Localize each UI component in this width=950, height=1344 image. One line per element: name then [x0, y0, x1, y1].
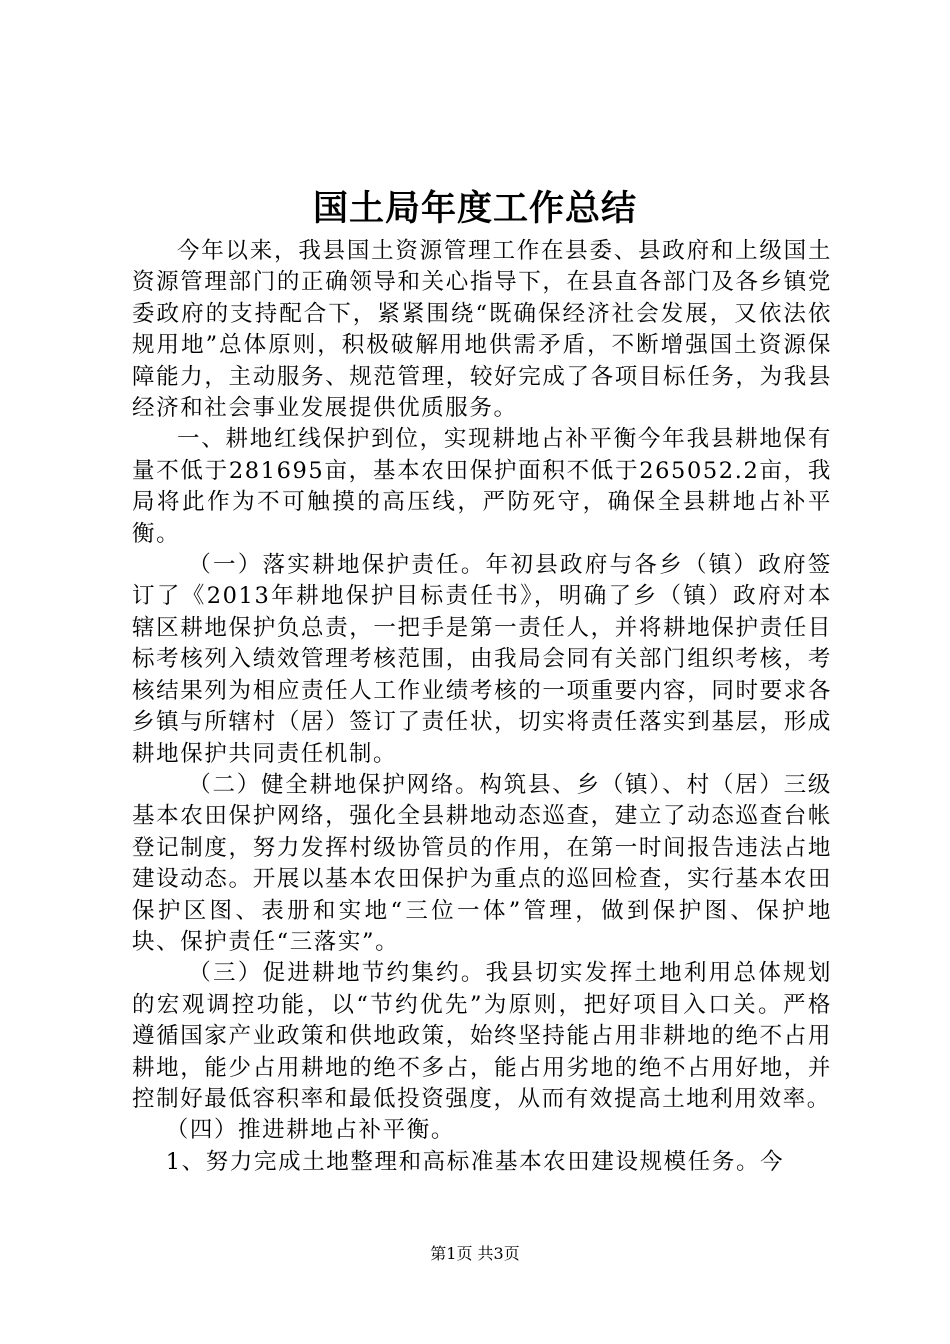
- paragraph-section-one: 一、耕地红线保护到位，实现耕地占补平衡今年我县耕地保有量不低于281695亩，基本农田保护面积不低于265052.2亩，我局将此作为不可触摸的高压线，严防死守，确保全县耕地占补平衡。: [132, 426, 832, 547]
- paragraph-intro: 今年以来，我县国土资源管理工作在县委、县政府和上级国土资源管理部门的正确领导和关心指导下，在县直各部门及各乡镇党委政府的支持配合下，紧紧围绕“既确保经济社会发展，又依法依规用地”总体原则，积极破解用地供需矛盾，不断增强国土资源保障能力，主动服务、规范管理，较好完成了各项目标任务，为我县经济和社会事业发展提供优质服务。: [132, 238, 832, 422]
- paragraph-subsection-two: （二）健全耕地保护网络。构筑县、乡（镇）、村（居）三级基本农田保护网络，强化全县耕地动态巡查，建立了动态巡查台帐登记制度，努力发挥村级协管员的作用，在第一时间报告违法占地建设动态。开展以基本农田保护为重点的巡回检查，实行基本农田保护区图、表册和实地“三位一体”管理，做到保护图、保护地块、保护责任“三落实”。: [132, 771, 832, 955]
- document-body: [132, 236, 832, 1178]
- page-number-footer: 第1页 共3页: [430, 1244, 520, 1263]
- paragraph-subsection-three: （三）促进耕地节约集约。我县切实发挥土地利用总体规划的宏观调控功能，以“节约优先”为原则，把好项目入口关。严格遵循国家产业政策和供地政策，始终坚持能占用非耕地的绝不占用耕地，能少占用耕地的绝不多占，能占用劣地的绝不占用好地，并控制好最低容积率和最低投资强度，从而有效提高土地利用效率。: [132, 960, 832, 1112]
- paragraph-subsection-four: （四）推进耕地占补平衡。: [165, 1117, 455, 1144]
- paragraph-subsection-one: （一）落实耕地保护责任。年初县政府与各乡（镇）政府签订了《2013年耕地保护目标责任书》，明确了乡（镇）政府对本辖区耕地保护负总责，一把手是第一责任人，并将耕地保护责任目标考核列入绩效管理考核范围，由我局会同有关部门组织考核，考核结果列为相应责任人工作业绩考核的一项重要内容，同时要求各乡镇与所辖村（居）签订了责任状，切实将责任落实到基层，形成耕地保护共同责任机制。: [132, 552, 832, 767]
- paragraph-item-one: 1、努力完成土地整理和高标准基本农田建设规模任务。今: [165, 1148, 785, 1175]
- document-title: 国土局年度工作总结: [312, 188, 637, 229]
